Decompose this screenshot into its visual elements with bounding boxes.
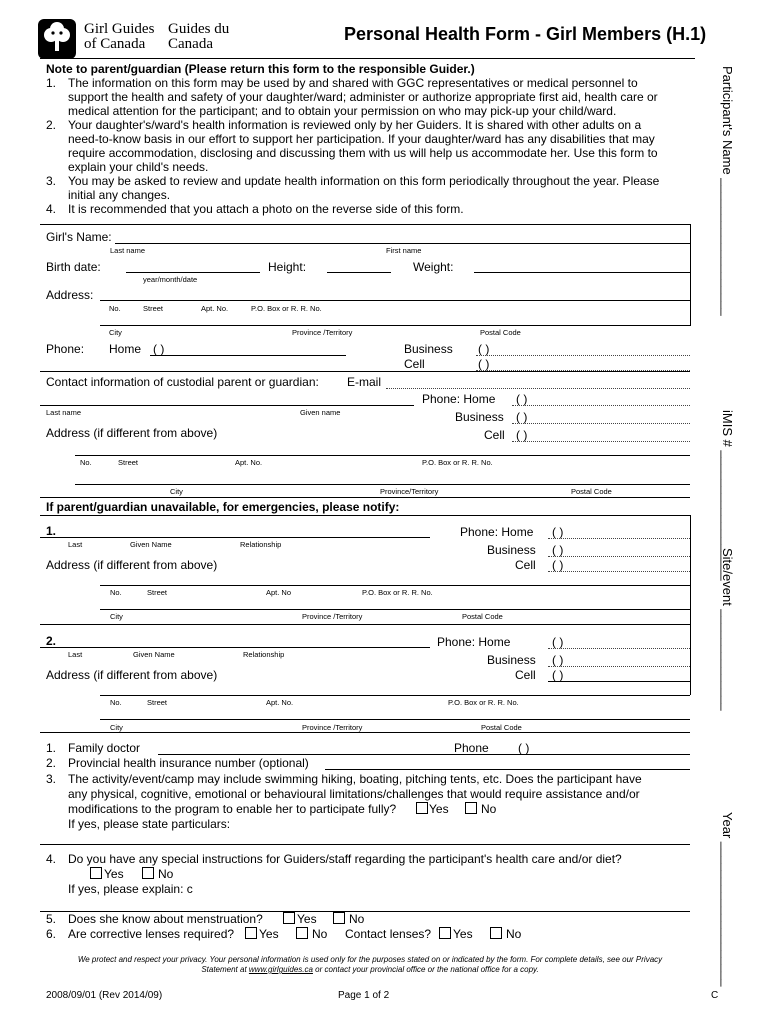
note-line: explain your child's needs.	[68, 160, 209, 174]
custodial-street-hint: Street	[118, 458, 139, 467]
height-label: Height:	[268, 260, 307, 274]
q3-line-1: The activity/event/camp may include swimming hiking, boating, pitching tents, etc. Does the participant have	[68, 772, 642, 786]
home-label: Home	[109, 342, 142, 356]
q4-number: 4.	[46, 852, 57, 866]
custodial-cell-phone-field[interactable]	[512, 441, 690, 442]
custodial-name-field[interactable]	[40, 405, 414, 406]
custodial-address-label: Address (if different from above)	[46, 426, 218, 440]
cell-area-code: ( )	[478, 357, 490, 371]
q3-no-label: No	[481, 802, 497, 816]
custodial-city-hint: City	[170, 487, 183, 496]
q3-line-3: modifications to the program to enable her to participate fully?	[68, 802, 397, 816]
emergency-2-business-area-code: ( )	[552, 653, 564, 667]
q1-number: 1.	[46, 741, 57, 755]
emergency-2-apt-hint: Apt. No.	[266, 698, 294, 707]
girl-name-field[interactable]	[115, 243, 690, 244]
addr-po-hint: P.O. Box or R. R. No.	[251, 304, 322, 313]
emergency-2-street-hint: Street	[147, 698, 168, 707]
q5-yes-checkbox[interactable]	[283, 912, 295, 924]
birth-date-hint: year/month/date	[143, 275, 198, 284]
note-line: require accommodation, disclosing and discussing them with us will help us accommodate her. Use this form to	[68, 146, 658, 160]
page-number: Page 1 of 2	[338, 990, 390, 1001]
q5-yes-label: Yes	[297, 912, 317, 926]
q4-label: Do you have any special instructions for Guiders/staff regarding the participant's health care and/or diet?	[68, 852, 622, 866]
custodial-apt-hint: Apt. No.	[235, 458, 263, 467]
notes-list	[46, 76, 696, 216]
emergency-1-address-label: Address (if different from above)	[46, 558, 218, 572]
q6-contact-yes-label: Yes	[453, 927, 473, 941]
last-name-hint: Last name	[110, 246, 146, 255]
q1-phone-label: Phone	[454, 741, 489, 755]
participant-name-side-label: Participant's Name ___________________	[720, 66, 735, 316]
emergency-2-home-phone-field[interactable]	[548, 648, 690, 649]
emergency-2-postal-hint: Postal Code	[481, 723, 522, 732]
emergency-2-po-hint: P.O. Box or R. R. No.	[448, 698, 519, 707]
custodial-cell-label: Cell	[484, 428, 505, 442]
trefoil-icon	[38, 19, 76, 59]
privacy-statement	[0, 955, 740, 975]
privacy-line-2-pre: Statement at	[201, 965, 249, 974]
logo	[38, 19, 258, 61]
custodial-no-hint: No.	[80, 458, 92, 467]
emergency-2-given-hint: Given Name	[133, 650, 175, 659]
q5-label: Does she know about menstruation?	[68, 912, 263, 926]
custodial-home-phone-field[interactable]	[512, 405, 690, 406]
emergency-1-no-hint: No.	[110, 588, 122, 597]
note-line: It is recommended that you attach a photo on the reverse side of this form.	[68, 202, 464, 216]
privacy-line-2-post: or contact your provincial office or the national office for a copy.	[312, 965, 539, 974]
phone-label: Phone:	[46, 342, 85, 356]
q3-yes-checkbox[interactable]	[416, 802, 428, 814]
q2-label: Provincial health insurance number (optional)	[68, 756, 309, 770]
note-line: need-to-know basis in our effort to support her participation. If your daughter/ward has any disabilities that may	[68, 132, 655, 146]
emergency-2-home-area-code: ( )	[552, 635, 564, 649]
q6-yes-label: Yes	[259, 927, 279, 941]
custodial-province-hint: Province/Territory	[380, 487, 439, 496]
privacy-line-2	[0, 965, 740, 975]
weight-label: Weight:	[413, 260, 454, 274]
logo-text-en: Girl Guides of Canada	[84, 21, 155, 52]
emergency-2-business-label: Business	[487, 653, 536, 667]
custodial-business-label: Business	[455, 410, 504, 424]
q3-number: 3.	[46, 772, 57, 786]
emergency-1-street-hint: Street	[147, 588, 168, 597]
note-line: You may be asked to review and update health information on this form periodically throughout the year. Please	[68, 174, 660, 188]
emergency-1-address-line-2[interactable]	[100, 609, 690, 610]
q6-contact-yes-checkbox[interactable]	[439, 927, 451, 939]
address-line-1[interactable]	[100, 300, 690, 301]
custodial-business-phone-field[interactable]	[512, 423, 690, 424]
emergency-2-address-line-1[interactable]	[100, 695, 690, 696]
business-phone-field[interactable]	[476, 355, 690, 356]
q6-no-label: No	[312, 927, 328, 941]
home-phone-field[interactable]	[150, 355, 346, 356]
q5-number: 5.	[46, 912, 57, 926]
note-line: The information on this form may be used by and shared with GGC representatives or medical personnel to	[68, 76, 638, 90]
emergency-2-city-hint: City	[110, 723, 123, 732]
home-area-code: ( )	[153, 342, 165, 356]
family-doctor-field[interactable]	[158, 754, 690, 755]
emergency-1-business-area-code: ( )	[552, 543, 564, 557]
custodial-po-hint: P.O. Box or R. R. No.	[422, 458, 493, 467]
emergency-2-cell-label: Cell	[515, 668, 536, 682]
email-label: E-mail	[347, 375, 382, 389]
email-field[interactable]	[386, 388, 690, 389]
business-area-code: ( )	[478, 342, 490, 356]
q6-yes-checkbox[interactable]	[245, 927, 257, 939]
emergency-1-po-hint: P.O. Box or R. R. No.	[362, 588, 433, 597]
q2-number: 2.	[46, 756, 57, 770]
privacy-link[interactable]: www.girlguides.ca	[248, 965, 313, 974]
note-line: medical attention for the participant; and to obtain your permission on who may pick-up your child/ward.	[68, 104, 617, 118]
q6-label: Are corrective lenses required?	[68, 927, 235, 941]
emergency-1-relationship-hint: Relationship	[240, 540, 282, 549]
emergency-heading: If parent/guardian unavailable, for emergencies, please notify:	[46, 500, 400, 514]
custodial-cell-area-code: ( )	[516, 428, 528, 442]
emergency-1-address-line-1[interactable]	[100, 585, 690, 586]
q4-yes-label: Yes	[104, 867, 124, 881]
emergency-2-no-hint: No.	[110, 698, 122, 707]
emergency-1-given-hint: Given Name	[130, 540, 172, 549]
revision-date: 2008/09/01 (Rev 2014/09)	[46, 990, 163, 1001]
q1-area-code: ( )	[518, 741, 530, 755]
imis-side-label: iMIS # __________________	[720, 410, 735, 581]
q3-particulars-field[interactable]	[40, 844, 690, 845]
emergency-contact-2-name-field[interactable]	[40, 647, 430, 648]
q4-followup-label: If yes, please explain: c	[68, 882, 193, 896]
emergency-2-cell-area-code: ( )	[552, 668, 564, 682]
height-field[interactable]	[327, 272, 391, 273]
q1-label: Family doctor	[68, 741, 141, 755]
emergency-2-address-label: Address (if different from above)	[46, 668, 218, 682]
emergency-2-phone-home-label: Phone: Home	[437, 635, 511, 649]
weight-field[interactable]	[474, 272, 690, 273]
q5-no-label: No	[349, 912, 365, 926]
emergency-1-business-label: Business	[487, 543, 536, 557]
year-side-label: Year ____________________	[720, 812, 735, 987]
custodial-address-line-2[interactable]	[75, 484, 690, 485]
q3-yes-label: Yes	[429, 802, 449, 816]
q3-followup-label: If yes, please state particulars:	[68, 817, 231, 831]
girl-name-label: Girl's Name:	[46, 230, 112, 244]
cell-label: Cell	[404, 357, 425, 371]
emergency-1-province-hint: Province /Territory	[302, 612, 363, 621]
emergency-2-business-phone-field[interactable]	[548, 666, 690, 667]
custodial-phone-home-label: Phone: Home	[422, 392, 496, 406]
emergency-1-cell-label: Cell	[515, 558, 536, 572]
custodial-address-line-1[interactable]	[75, 455, 690, 456]
emergency-contact-1-name-field[interactable]	[40, 537, 430, 538]
emergency-1-cell-phone-field[interactable]	[548, 571, 690, 572]
custodial-label: Contact information of custodial parent or guardian:	[46, 375, 319, 389]
custodial-home-area-code: ( )	[516, 392, 528, 406]
q3-line-2: any physical, cognitive, emotional or behavioural limitations/challenges that would require assistance and/or	[68, 787, 640, 801]
note-line: support the health and safety of your daughter/ward; administer or authorize appropriate first aid, health care or	[68, 90, 658, 104]
addr-city-hint: City	[109, 328, 122, 337]
q6-contact-lenses-label: Contact lenses?	[345, 927, 432, 941]
q5-no-checkbox[interactable]	[333, 912, 345, 924]
note-number: 2.	[46, 118, 57, 132]
birth-date-label: Birth date:	[46, 260, 101, 274]
addr-street-hint: Street	[143, 304, 164, 313]
address-line-2[interactable]	[100, 325, 690, 326]
addr-apt-hint: Apt. No.	[201, 304, 229, 313]
emergency-1-city-hint: City	[110, 612, 123, 621]
privacy-line-1: We protect and respect your privacy. Your personal information is used only for the purposes stated on or indicated by the form. For complete details, see our Privacy	[77, 955, 663, 964]
business-label: Business	[404, 342, 453, 356]
emergency-1-phone-home-label: Phone: Home	[460, 525, 534, 539]
emergency-1-home-phone-field[interactable]	[548, 538, 690, 539]
form-title: Personal Health Form - Girl Members (H.1)	[344, 24, 707, 44]
emergency-2-relationship-hint: Relationship	[243, 650, 285, 659]
note-line: initial any changes.	[68, 188, 171, 202]
corner-mark: C	[711, 990, 719, 1001]
q6-no-checkbox[interactable]	[296, 927, 308, 939]
q6-contact-no-checkbox[interactable]	[490, 927, 502, 939]
emergency-2-province-hint: Province /Territory	[302, 723, 363, 732]
note-number: 3.	[46, 174, 57, 188]
emergency-1-cell-area-code: ( )	[552, 558, 564, 572]
addr-province-hint: Province /Territory	[292, 328, 353, 337]
emergency-contact-2-number: 2.	[46, 634, 57, 648]
q6-contact-no-label: No	[506, 927, 522, 941]
emergency-1-home-area-code: ( )	[552, 525, 564, 539]
q4-no-checkbox[interactable]	[142, 867, 154, 879]
q4-yes-checkbox[interactable]	[90, 867, 102, 879]
q6-number: 6.	[46, 927, 57, 941]
logo-text-fr: Guides du Canada	[168, 21, 230, 52]
emergency-1-apt-hint: Apt. No	[266, 588, 292, 597]
emergency-1-business-phone-field[interactable]	[548, 556, 690, 557]
custodial-last-name-hint: Last name	[46, 408, 82, 417]
note-line: Your daughter's/ward's health information is reviewed only by her Guiders. It is shared with other adults on a	[68, 118, 642, 132]
health-insurance-field[interactable]	[325, 769, 690, 770]
birth-date-field[interactable]	[126, 272, 260, 273]
emergency-1-postal-hint: Postal Code	[462, 612, 503, 621]
note-number: 1.	[46, 76, 57, 90]
site-event-side-label: Site/event ______________	[720, 548, 735, 711]
emergency-1-last-hint: Last	[68, 540, 83, 549]
q3-no-checkbox[interactable]	[465, 802, 477, 814]
custodial-postal-hint: Postal Code	[571, 487, 612, 496]
note-number: 4.	[46, 202, 57, 216]
first-name-hint: First name	[386, 246, 422, 255]
emergency-2-address-line-2[interactable]	[100, 719, 690, 720]
address-label: Address:	[46, 288, 94, 302]
notes-heading: Note to parent/guardian (Please return this form to the responsible Guider.)	[46, 62, 475, 76]
emergency-2-cell-phone-field[interactable]	[548, 681, 690, 682]
q4-no-label: No	[158, 867, 174, 881]
custodial-given-name-hint: Given name	[300, 408, 341, 417]
addr-postal-hint: Postal Code	[480, 328, 521, 337]
emergency-contact-1-number: 1.	[46, 524, 57, 538]
emergency-2-last-hint: Last	[68, 650, 83, 659]
addr-no-hint: No.	[109, 304, 121, 313]
custodial-business-area-code: ( )	[516, 410, 528, 424]
